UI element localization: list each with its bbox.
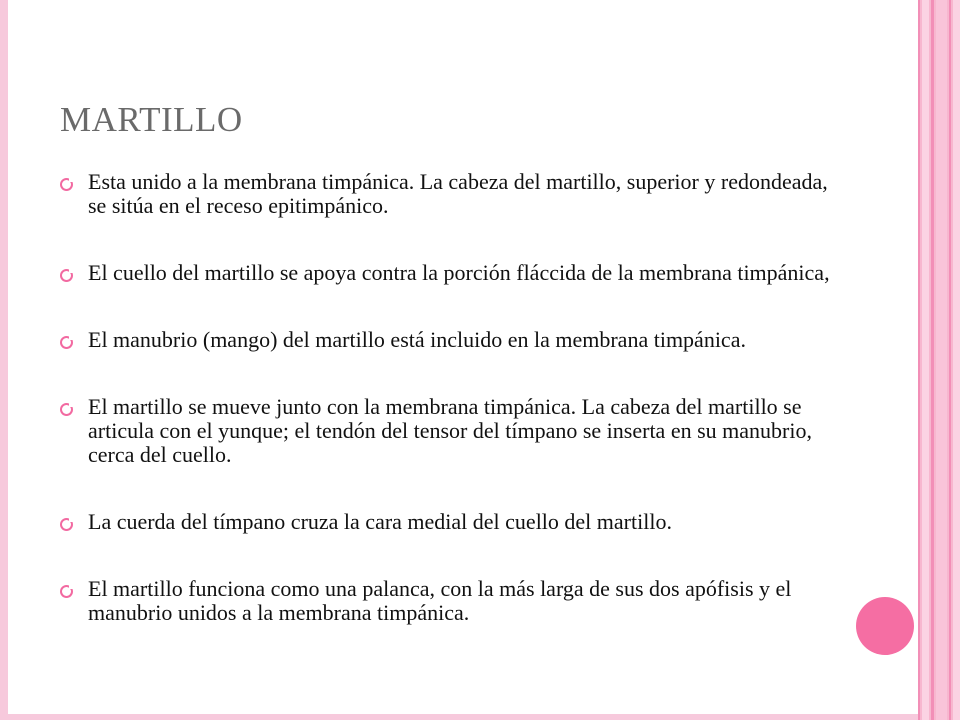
bullet-item-6 <box>60 577 830 625</box>
bullet-text: El martillo funciona como una palanca, con la más larga de sus dos apófisis y el manubrio unidos a la membrana timpánica. <box>88 576 792 625</box>
ring-bullet-icon <box>60 585 73 598</box>
ring-bullet-icon <box>60 336 73 349</box>
stripe <box>953 0 960 720</box>
bullet-item-5 <box>60 510 830 534</box>
ring-bullet-icon <box>60 178 73 191</box>
pink-circle-icon <box>856 597 914 655</box>
slide-title: MARTILLO <box>60 100 243 139</box>
bullet-text: El manubrio (mango) del martillo está incluido en la membrana timpánica. <box>88 327 746 352</box>
bottom-frame-border <box>0 714 920 720</box>
bullet-text: La cuerda del tímpano cruza la cara medial del cuello del martillo. <box>88 509 672 534</box>
bullet-list <box>60 170 830 625</box>
bullet-item-1 <box>60 170 830 218</box>
stripe <box>918 0 920 720</box>
bullet-item-2 <box>60 261 830 285</box>
ring-bullet-icon <box>60 518 73 531</box>
bullet-text: El cuello del martillo se apoya contra la porción fláccida de la membrana timpánica, <box>88 260 830 285</box>
ring-bullet-icon <box>60 269 73 282</box>
bullet-item-4 <box>60 395 830 467</box>
bullet-item-3 <box>60 328 830 352</box>
bullet-text: Esta unido a la membrana timpánica. La cabeza del martillo, superior y redondeada, se sitúa en el receso epitimpánico. <box>88 169 828 218</box>
stripe <box>949 0 951 720</box>
stripe <box>922 0 929 720</box>
ring-bullet-icon <box>60 403 73 416</box>
bullet-text: El martillo se mueve junto con la membrana timpánica. La cabeza del martillo se articula con el yunque; el tendón del tensor del tímpano se inserta en su manubrio, cerca del cuello. <box>88 394 812 467</box>
left-frame-border <box>0 0 8 720</box>
stripe <box>931 0 934 720</box>
stripe <box>936 0 947 720</box>
